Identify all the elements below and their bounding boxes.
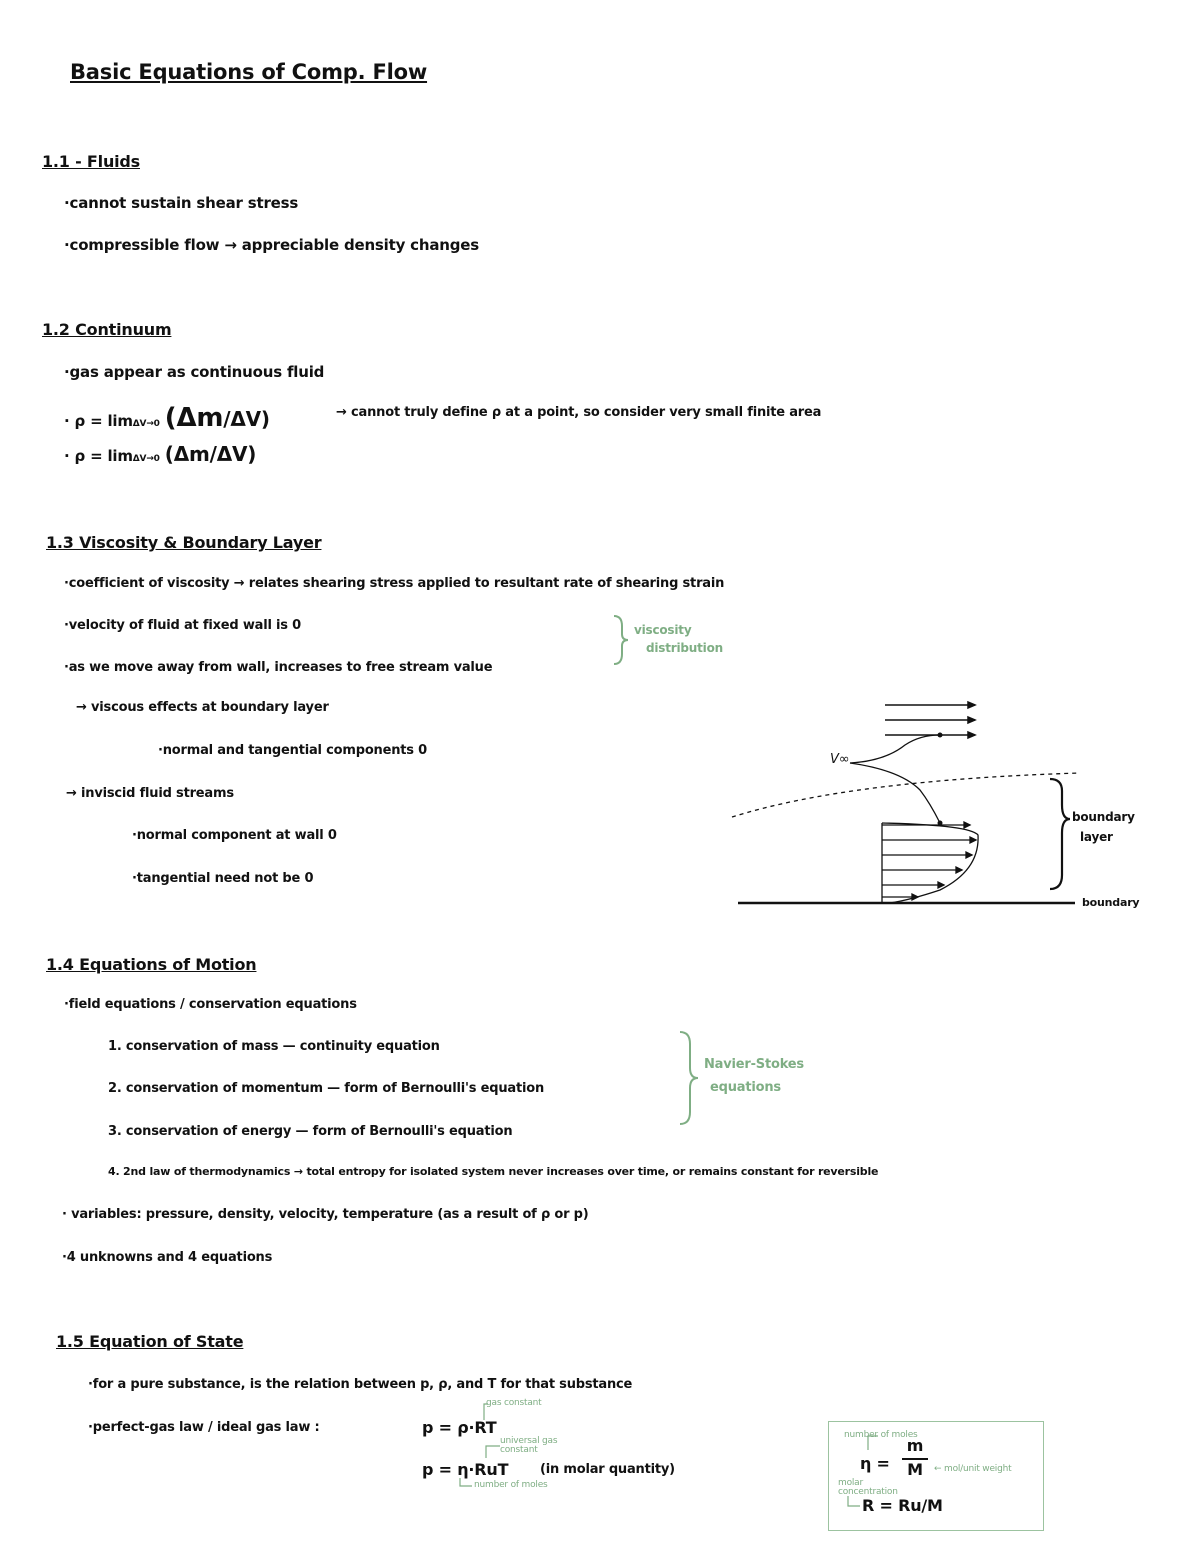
box-mid-note: molar concentration: [838, 1478, 898, 1497]
s3-item-3: ·as we move away from wall, increases to free stream value: [64, 660, 493, 675]
lim-subscript-2: ΔV→0: [132, 454, 160, 464]
viscosity-note-line1: viscosity: [634, 623, 692, 637]
section-1-3-heading: 1.3 Viscosity & Boundary Layer: [46, 533, 322, 552]
lim-expression-2: · ρ = lim: [64, 447, 133, 465]
s3-item-4: → viscous effects at boundary layer: [76, 700, 329, 715]
s5-intro: ·for a pure substance, is the relation between p, ρ, and T for that substance: [88, 1377, 633, 1392]
page-title: Basic Equations of Comp. Flow: [70, 60, 428, 84]
eq-molar-paren: (in molar quantity): [540, 1462, 675, 1477]
boundary-label: boundary: [1082, 896, 1140, 909]
navier-stokes-brace-icon: [678, 1030, 702, 1126]
section-1-5-heading: 1.5 Equation of State: [56, 1332, 244, 1351]
moles-pointer-icon: [456, 1478, 476, 1492]
s2-item-1: ·gas appear as continuous fluid: [64, 363, 325, 381]
bl-label-line2: layer: [1080, 830, 1113, 844]
v-infinity-label: V∞: [830, 752, 850, 767]
gas-constant-note: gas constant: [486, 1398, 542, 1408]
navier-stokes-note-line1: Navier-Stokes: [704, 1057, 804, 1072]
section-1-1-heading: 1.1 - Fluids: [42, 152, 140, 171]
s5-law-label: ·perfect-gas law / ideal gas law :: [88, 1420, 320, 1435]
s1-item-2: ·compressible flow → appreciable density changes: [64, 236, 479, 254]
s2-density-eq-1: [64, 403, 270, 433]
number-of-moles-note: number of moles: [474, 1480, 548, 1490]
s4-intro: ·field equations / conservation equations: [64, 997, 357, 1012]
s3-item-1: ·coefficient of viscosity → relates shearing stress applied to resultant rate of shearing strain: [64, 576, 725, 591]
frac-close: /ΔV): [223, 407, 270, 431]
s3-item-2: ·velocity of fluid at fixed wall is 0: [64, 618, 302, 633]
box-side-note: ← mol/unit weight: [934, 1464, 1012, 1474]
box-pointer-icon: [866, 1432, 882, 1452]
section-1-4-heading: 1.4 Equations of Motion: [46, 955, 257, 974]
frac-open: (Δm: [164, 403, 224, 433]
viscosity-note-line2: distribution: [646, 641, 723, 655]
frac-2: (Δm/ΔV): [164, 442, 257, 466]
navier-stokes-note-line2: equations: [710, 1080, 781, 1095]
box-frac-den: M: [907, 1460, 923, 1479]
lim-expression: · ρ = lim: [64, 412, 133, 430]
s4-item-3: 3. conservation of energy — form of Bernoulli's equation: [108, 1124, 513, 1139]
box-eq-a: η =: [860, 1454, 890, 1473]
eq-molar: p = η·RuT: [422, 1460, 509, 1479]
s4-variables: · variables: pressure, density, velocity, temperature (as a result of ρ or p): [62, 1207, 589, 1222]
universal-gas-note: universal gas constant: [500, 1436, 558, 1455]
lim-subscript: ΔV→0: [132, 419, 160, 429]
s3-item-6: → inviscid fluid streams: [66, 786, 234, 801]
s3-item-7: ·normal component at wall 0: [132, 828, 337, 843]
s4-item-4: 4. 2nd law of thermodynamics → total entropy for isolated system never increases over time, or remains constant for reversible: [108, 1165, 879, 1178]
box-top-note: number of moles: [844, 1430, 918, 1440]
box-mid-pointer-icon: [846, 1496, 862, 1512]
s1-item-1: ·cannot sustain shear stress: [64, 194, 299, 212]
bl-label-line1: boundary: [1072, 810, 1135, 824]
s3-item-8: ·tangential need not be 0: [132, 871, 314, 886]
box-frac-num: m: [906, 1436, 924, 1455]
s2-density-note: → cannot truly define ρ at a point, so consider very small finite area: [336, 405, 822, 420]
velocity-profile: [882, 822, 978, 903]
viscosity-brace-icon: [612, 614, 632, 666]
s4-item-2: 2. conservation of momentum — form of Bernoulli's equation: [108, 1081, 545, 1096]
section-1-2-heading: 1.2 Continuum: [42, 320, 172, 339]
eq-perfect-gas: p = ρ·RT: [422, 1418, 497, 1437]
s4-item-1: 1. conservation of mass — continuity equation: [108, 1039, 440, 1054]
box-eq-b: R = Ru/M: [862, 1496, 943, 1515]
s4-count: ·4 unknowns and 4 equations: [62, 1250, 273, 1265]
free-stream-arrows: [885, 702, 975, 738]
s3-item-5: ·normal and tangential components 0: [158, 743, 428, 758]
eq2-pointer-icon: [480, 1440, 504, 1460]
s2-density-eq-2: [64, 442, 256, 466]
